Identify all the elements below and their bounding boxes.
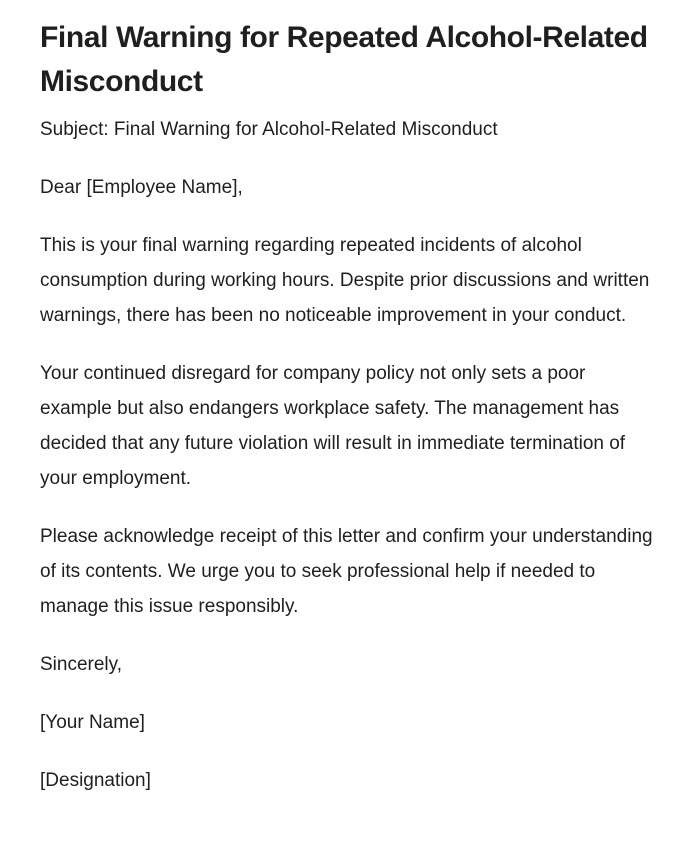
- body-paragraph: Your continued disregard for company policy not only sets a poor example but also endangers workplace safety. The management has decided that any future violation will result in immediate termination of your employment.: [40, 363, 626, 489]
- page-title: Final Warning for Repeated Alcohol-Related Misconduct: [40, 21, 648, 98]
- signature-designation-placeholder: [Designation]: [40, 770, 151, 791]
- signature-name-placeholder: [Your Name]: [40, 712, 145, 733]
- closing: Sincerely,: [40, 654, 123, 675]
- body-paragraph: Please acknowledge receipt of this letter and confirm your understanding of its contents. We urge you to seek professional help if needed to manage this issue responsibly.: [40, 526, 653, 617]
- salutation: Dear [Employee Name],: [40, 177, 243, 198]
- body-paragraph: This is your final warning regarding repeated incidents of alcohol consumption during working hours. Despite prior discussions and written warnings, there has been no noticeable improvement in your conduct.: [40, 235, 650, 326]
- subject-line: Subject: Final Warning for Alcohol-Related Misconduct: [40, 119, 498, 140]
